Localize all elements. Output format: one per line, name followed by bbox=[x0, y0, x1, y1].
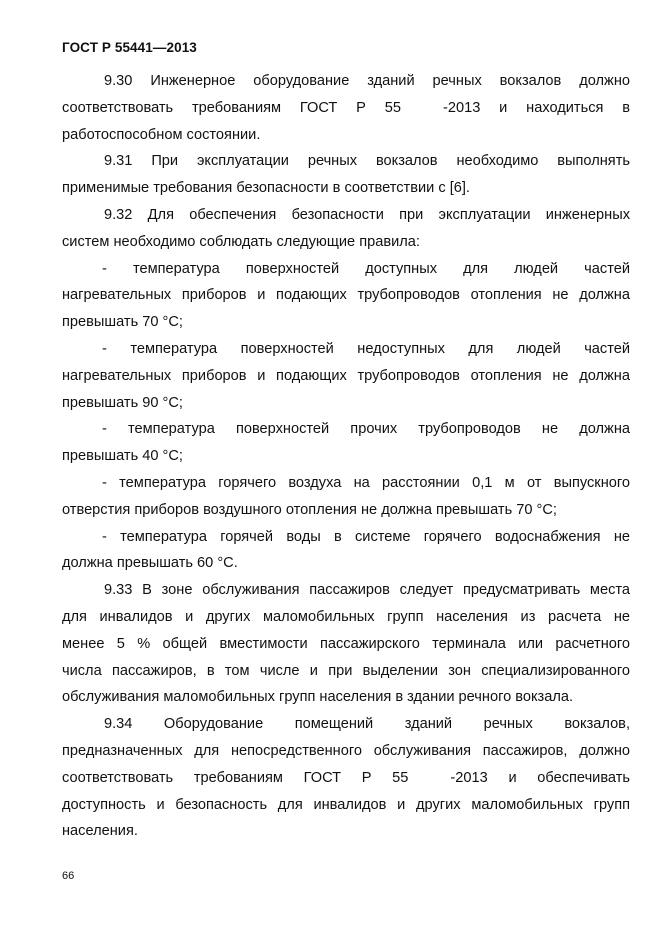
clause-line: менее 5 % общей вместимости пассажирского терминала или расчетного bbox=[62, 635, 630, 652]
clause-line: применимые требования безопасности в соответствии с [6]. bbox=[62, 180, 470, 197]
rule-item-2 bbox=[62, 336, 630, 416]
rule-line: - температура поверхностей доступных для людей частей bbox=[102, 260, 630, 277]
clause-line: для инвалидов и других маломобильных групп населения из расчета не bbox=[62, 608, 630, 625]
clause-9-34 bbox=[62, 711, 630, 845]
clause-9-33 bbox=[62, 577, 630, 711]
rule-line: должна превышать 60 °С. bbox=[62, 555, 238, 572]
clause-line bbox=[62, 95, 630, 122]
rule-line: - температура горячего воздуха на расстоянии 0,1 м от выпускного bbox=[102, 474, 630, 491]
rule-line: превышать 40 °С; bbox=[62, 448, 183, 465]
clause-line: доступность и безопасность для инвалидов и других маломобильных групп bbox=[62, 796, 630, 813]
rule-line: отверстия приборов воздушного отопления не должна превышать 70 °С; bbox=[62, 501, 557, 518]
rule-line: - температура поверхностей недоступных для людей частей bbox=[102, 340, 630, 357]
document-body bbox=[62, 68, 630, 845]
clause-9-32 bbox=[62, 202, 630, 256]
clause-line-part: -2013 и обеспечивать bbox=[450, 769, 630, 786]
clause-line bbox=[62, 765, 630, 792]
clause-line-part: -2013 и находиться в bbox=[442, 99, 631, 116]
clause-9-31 bbox=[62, 148, 630, 202]
clause-line: населения. bbox=[62, 823, 138, 840]
clause-line: обслуживания маломобильных групп населения в здании речного вокзала. bbox=[62, 689, 574, 706]
clause-line: числа пассажиров, в том числе и при выделении зон специализированного bbox=[62, 662, 630, 679]
rule-item-1 bbox=[62, 256, 630, 336]
clause-line: 9.34 Оборудование помещений зданий речных вокзалов, bbox=[104, 716, 630, 733]
clause-line: предназначенных для непосредственного обслуживания пассажиров, должно bbox=[62, 742, 630, 759]
rule-line: превышать 70 °С; bbox=[62, 314, 183, 331]
rule-line: - температура поверхностей прочих трубопроводов не должна bbox=[102, 421, 630, 438]
clause-line-part: соответствовать требованиям ГОСТ Р 55 bbox=[62, 769, 409, 786]
clause-line: 9.33 В зоне обслуживания пассажиров следует предусматривать места bbox=[104, 582, 630, 599]
clause-line: систем необходимо соблюдать следующие правила: bbox=[62, 233, 420, 250]
rule-item-5 bbox=[62, 524, 630, 578]
clause-line: 9.31 При эксплуатации речных вокзалов необходимо выполнять bbox=[104, 153, 630, 170]
document-header: ГОСТ Р 55441—2013 bbox=[62, 40, 197, 55]
clause-line-part: соответствовать требованиям ГОСТ Р 55 bbox=[62, 99, 401, 116]
clause-line: работоспособном состоянии. bbox=[62, 126, 261, 143]
clause-9-30 bbox=[62, 68, 630, 148]
rule-item-4 bbox=[62, 470, 630, 524]
rule-item-3 bbox=[62, 416, 630, 470]
rule-line: - температура горячей воды в системе горячего водоснабжения не bbox=[102, 528, 630, 545]
clause-line: 9.30 Инженерное оборудование зданий речных вокзалов должно bbox=[104, 73, 630, 89]
rule-line: превышать 90 °С; bbox=[62, 394, 183, 411]
rule-line: нагревательных приборов и подающих трубопроводов отопления не должна bbox=[62, 287, 630, 304]
page-number: 66 bbox=[62, 870, 75, 882]
clause-line: 9.32 Для обеспечения безопасности при эксплуатации инженерных bbox=[104, 206, 630, 223]
rule-line: нагревательных приборов и подающих трубопроводов отопления не должна bbox=[62, 367, 630, 384]
